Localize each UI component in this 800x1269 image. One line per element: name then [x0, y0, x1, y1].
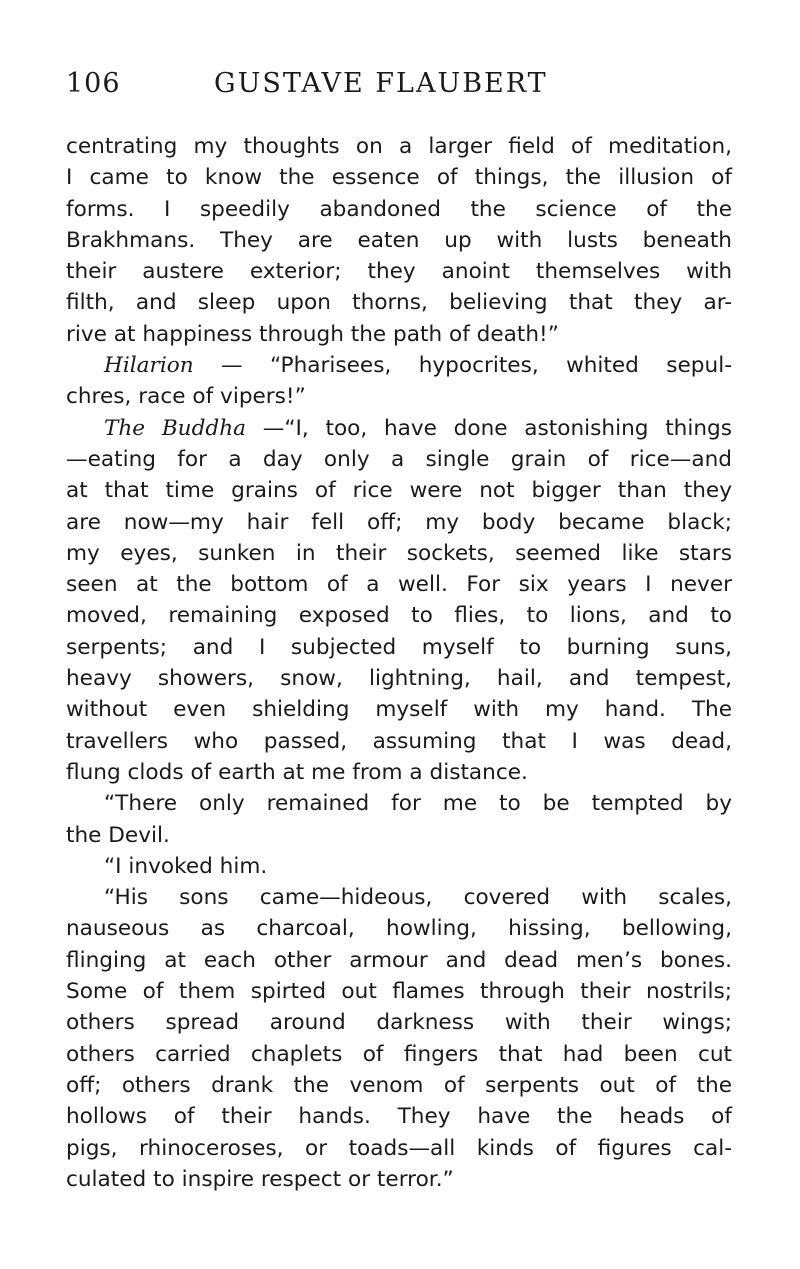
- text-line: hollows of their hands. They have the heads of: [66, 1104, 732, 1130]
- text-line: moved, remaining exposed to flies, to lions, and to: [66, 603, 732, 629]
- text-line: centrating my thoughts on a larger field of meditation,: [66, 134, 732, 159]
- speaker-name: Hilarion: [104, 353, 194, 379]
- page-header: [66, 66, 730, 110]
- text-line: others spread around darkness with their wings;: [66, 1010, 732, 1036]
- text-line: filth, and sleep upon thorns, believing that they ar-: [66, 290, 732, 316]
- text-line: pigs, rhinoceroses, or toads—all kinds of figures cal-: [66, 1135, 732, 1161]
- text-line: Hilarion — “Pharisees, hypocrites, whited sepul-: [104, 353, 732, 379]
- page-number: 106: [66, 68, 121, 99]
- text-line: are now—my hair fell off; my body became black;: [66, 509, 732, 535]
- text-line: seen at the bottom of a well. For six years I never: [66, 572, 732, 598]
- text-line: off; others drank the venom of serpents out of the: [66, 1072, 732, 1098]
- text-line: “There only remained for me to be tempted by: [104, 791, 732, 817]
- text-line: travellers who passed, assuming that I was dead,: [66, 728, 732, 754]
- running-head: GUSTAVE FLAUBERT: [214, 68, 548, 99]
- text-line: “His sons came—hideous, covered with scales,: [104, 885, 732, 911]
- text-line: at that time grains of rice were not bigger than they: [66, 478, 732, 504]
- text-line: culated to inspire respect or terror.”: [66, 1166, 454, 1192]
- text-line: flung clods of earth at me from a distance.: [66, 759, 528, 785]
- text-line: —eating for a day only a single grain of rice—and: [66, 446, 732, 472]
- text-line: flinging at each other armour and dead men’s bones.: [66, 947, 732, 973]
- text-line: “I invoked him.: [104, 853, 268, 879]
- text-line: serpents; and I subjected myself to burning suns,: [66, 634, 732, 660]
- speaker-name: The Buddha: [104, 415, 247, 441]
- text-line: my eyes, sunken in their sockets, seemed like stars: [66, 540, 732, 566]
- body-text: [66, 131, 732, 1195]
- text-line: the Devil.: [66, 822, 170, 848]
- text-line: Brakhmans. They are eaten up with lusts beneath: [66, 227, 732, 253]
- text-line: their austere exterior; they anoint themselves with: [66, 259, 732, 285]
- text-line: chres, race of vipers!”: [66, 384, 306, 410]
- text-line: The Buddha —“I, too, have done astonishing things: [104, 415, 732, 441]
- text-line: others carried chaplets of fingers that had been cut: [66, 1041, 732, 1067]
- text-line: without even shielding myself with my hand. The: [66, 697, 732, 723]
- text-line: rive at happiness through the path of death!”: [66, 321, 559, 347]
- text-line: forms. I speedily abandoned the science of the: [66, 196, 732, 222]
- text-line: heavy showers, snow, lightning, hail, and tempest,: [66, 666, 732, 692]
- text-line: Some of them spirted out flames through their nostrils;: [66, 979, 732, 1005]
- text-line: I came to know the essence of things, the illusion of: [66, 165, 732, 191]
- text-line: nauseous as charcoal, howling, hissing, bellowing,: [66, 916, 732, 942]
